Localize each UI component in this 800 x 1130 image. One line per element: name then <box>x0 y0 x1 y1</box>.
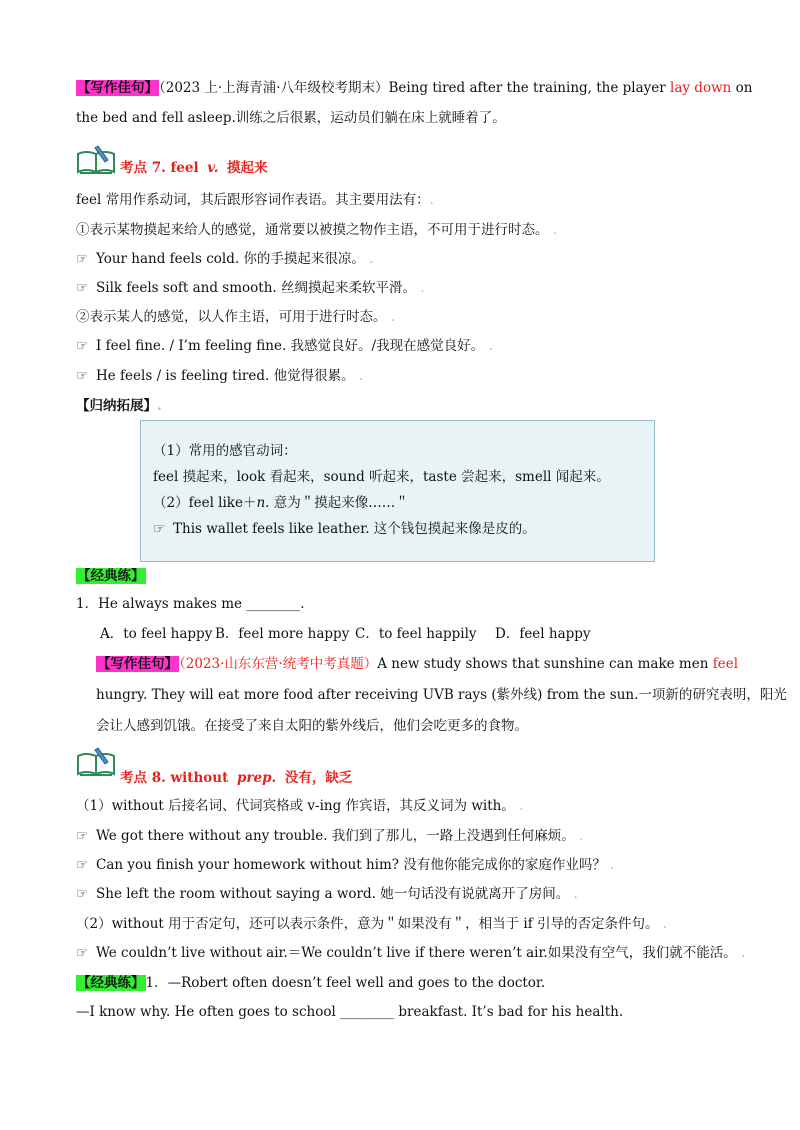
question-text: 1．—Robert often doesn’t feel well and goes to the doctor. <box>145 975 546 991</box>
example-text: We got there without any trouble. 我们到了那儿，一路上没遇到任何麻烦。 <box>96 828 575 844</box>
use-text: （1）without 后接名词、代词宾格或 v-ing 作宾语，其反义词为 with。 <box>76 798 515 814</box>
k7-use2: ②表示某人的感觉，以人作主语，可用于进行时态。 . <box>76 309 396 325</box>
sentence-text-end: on <box>731 80 753 96</box>
example-text: She left the room without saying a word. 她一句话没有说就离开了房间。 <box>96 886 570 902</box>
options-row <box>100 624 591 644</box>
summary-box <box>140 420 655 562</box>
box-line-3b: 意为＂摸起来像……＂ <box>269 495 409 511</box>
book-pen-icon <box>76 746 118 776</box>
use-text: ②表示某人的感觉，以人作主语，可用于进行时态。 <box>76 309 387 325</box>
k7-intro: feel 常用作系动词，其后跟形容词作表语。其主要用法有：. <box>76 192 434 208</box>
writing-sentence-2-line2: hungry. They will eat more food after receiving UVB rays (紫外线) from the sun.一项新的研究表明，阳光 <box>96 687 787 703</box>
sentence-text: A new study shows that sunshine can make men <box>377 656 713 672</box>
practice-question-2 <box>76 973 545 993</box>
example-text: Silk feels soft and smooth. 丝绸摸起来柔软平滑。 <box>96 280 416 296</box>
box-line-3 <box>153 493 409 513</box>
pointing-hand-icon: ☞ <box>76 828 89 844</box>
k8-use1: （1）without 后接名词、代词宾格或 v-ing 作宾语，其反义词为 with。 . <box>76 798 524 814</box>
expand-heading: 【归纳拓展】. <box>76 398 162 414</box>
example-text: Can you finish your homework without him? 没有他你能完成你的家庭作业吗？ <box>96 857 606 873</box>
kaodian-8-heading <box>120 768 352 788</box>
box-line-1: （1）常用的感官动词： <box>153 443 297 459</box>
expand-label: 【归纳拓展】 <box>76 398 157 414</box>
option-d[interactable]: D．feel happy <box>495 626 591 642</box>
k7-example-3: ☞ I feel fine. / I’m feeling fine. 我感觉良好。/我现在感觉良好。 . <box>76 338 493 354</box>
box-line-4 <box>153 519 536 539</box>
box-example: This wallet feels like leather. 这个钱包摸起来像是皮的。 <box>173 521 536 537</box>
writing-sentence-1 <box>76 78 752 98</box>
practice-tag-1 <box>76 566 146 586</box>
k8-example-2: ☞ Can you finish your homework without him? 没有他你能完成你的家庭作业吗？ . <box>76 857 615 873</box>
k7-example-4: ☞ He feels / is feeling tired. 他觉得很累。 . <box>76 368 364 384</box>
writing-sentence-2 <box>96 654 738 674</box>
noun-abbrev: n. <box>256 495 270 511</box>
pointing-hand-icon: ☞ <box>76 857 89 873</box>
kaodian-7-heading <box>120 158 267 178</box>
intro-text: feel 常用作系动词，其后跟形容词作表语。其主要用法有： <box>76 192 430 208</box>
kaodian-title: 考点 8. without <box>120 770 229 786</box>
kaodian-meaning: 没有，缺乏 <box>284 770 353 786</box>
source-note: （2023·山东东营·统考中考真题） <box>179 656 378 672</box>
practice-label: 【经典练】 <box>77 975 145 991</box>
use-text: （2）without 用于否定句，还可以表示条件，意为＂如果没有＂，相当于 if 引导的否定条件句。 <box>76 916 659 932</box>
use-text: ①表示某物摸起来给人的感觉，通常要以被摸之物作主语，不可用于进行时态。 <box>76 222 549 238</box>
box-line-3a: （2）feel like＋ <box>153 495 257 511</box>
part-of-speech: v. <box>207 160 219 176</box>
answer-text: lay down <box>670 80 732 96</box>
source-note: （2023 上·上海青浦·八年级校考期末） <box>159 80 389 96</box>
book-pen-icon <box>76 144 118 174</box>
kaodian-title: 考点 7. feel <box>120 160 199 176</box>
pointing-hand-icon: ☞ <box>76 945 89 961</box>
pointing-hand-icon: ☞ <box>76 251 89 267</box>
example-text: I feel fine. / I’m feeling fine. 我感觉良好。/我现在感觉良好。 <box>96 338 485 354</box>
option-c[interactable]: C．to feel happily <box>355 626 477 642</box>
k8-use2: （2）without 用于否定句，还可以表示条件，意为＂如果没有＂，相当于 if 引导的否定条件句。 . <box>76 916 668 932</box>
option-b[interactable]: B．feel more happy <box>215 626 350 642</box>
k8-example-1: ☞ We got there without any trouble. 我们到了那儿，一路上没遇到任何麻烦。 . <box>76 828 584 844</box>
k8-example-4: ☞ We couldn’t live without air.＝We couldn’t live if there weren’t air.如果没有空气，我们就不能活。 . <box>76 945 746 961</box>
writing-tag: 【写作佳句】 <box>77 80 158 96</box>
question-2-line2: —I know why. He often goes to school ________ breakfast. It’s bad for his health. <box>76 1004 624 1020</box>
pointing-hand-icon: ☞ <box>76 338 89 354</box>
k7-example-1: ☞ Your hand feels cold. 你的手摸起来很凉。 . <box>76 251 374 267</box>
pointing-hand-icon: ☞ <box>76 280 89 296</box>
sentence-text: Being tired after the training, the player <box>388 80 671 96</box>
example-text: Your hand feels cold. 你的手摸起来很凉。 <box>96 251 365 267</box>
example-text: He feels / is feeling tired. 他觉得很累。 <box>96 368 355 384</box>
example-text: We couldn’t live without air.＝We couldn’t live if there weren’t air.如果没有空气，我们就不能活。 <box>96 945 737 961</box>
box-line-2: feel 摸起来，look 看起来，sound 听起来，taste 尝起来，smell 闻起来。 <box>153 469 610 485</box>
writing-sentence-1-line2: the bed and fell asleep.训练之后很累，运动员们躺在床上就睡着了。 <box>76 110 506 126</box>
option-a[interactable]: A．to feel happy <box>100 626 213 642</box>
practice-label: 【经典练】 <box>77 568 145 584</box>
pointing-hand-icon: ☞ <box>76 886 89 902</box>
part-of-speech: prep. <box>236 770 277 786</box>
writing-tag: 【写作佳句】 <box>97 656 178 672</box>
kaodian-meaning: 摸起来 <box>226 160 268 176</box>
writing-sentence-2-line3: 会让人感到饥饿。在接受了来自太阳的紫外线后，他们会吃更多的食物。 <box>96 718 528 734</box>
question-1: 1．He always makes me ________. <box>76 596 305 612</box>
answer-text: feel <box>712 656 739 672</box>
pointing-hand-icon: ☞ <box>76 368 89 384</box>
pointing-hand-icon: ☞ <box>153 521 166 537</box>
k7-example-2: ☞ Silk feels soft and smooth. 丝绸摸起来柔软平滑。 . <box>76 280 425 296</box>
k7-use1: ①表示某物摸起来给人的感觉，通常要以被摸之物作主语，不可用于进行时态。 . <box>76 222 558 238</box>
k8-example-3: ☞ She left the room without saying a word. 她一句话没有说就离开了房间。 . <box>76 886 578 902</box>
